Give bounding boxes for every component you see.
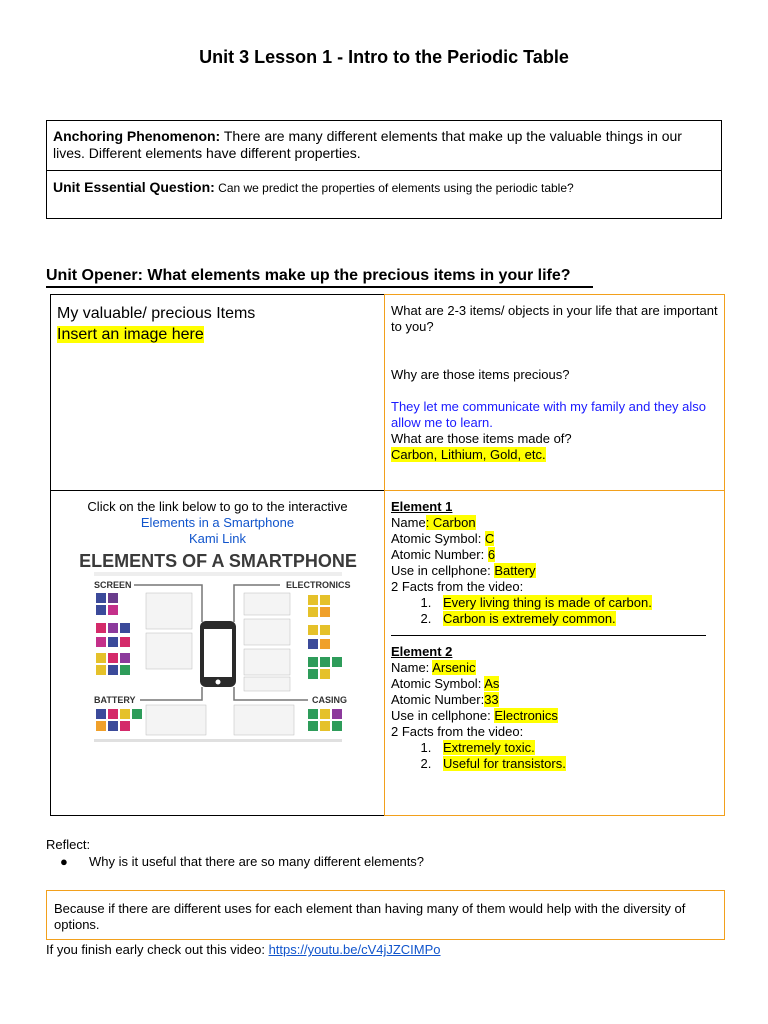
- infographic-electronics-label: ELECTRONICS: [286, 580, 351, 590]
- reflect-question: [60, 853, 424, 870]
- element2-use[interactable]: Electronics: [494, 708, 558, 723]
- element1-symbol-label: Atomic Symbol:: [391, 531, 485, 546]
- infographic-screen-label: SCREEN: [94, 580, 132, 590]
- questions-cell: [384, 294, 725, 491]
- element1-number-label: Atomic Number:: [391, 547, 488, 562]
- smartphone-infographic[interactable]: [79, 547, 357, 747]
- element2-number-label: Atomic Number:: [391, 692, 485, 707]
- valuable-items-cell[interactable]: [50, 294, 385, 491]
- reflect-label: Reflect:: [46, 837, 91, 852]
- element2-heading: Element 2: [391, 644, 453, 659]
- element-divider: [391, 627, 706, 636]
- element1-number[interactable]: 6: [487, 547, 496, 562]
- element1-facts-label: 2 Facts from the video:: [391, 579, 524, 594]
- element2-facts-list: [391, 740, 718, 772]
- element1-fact[interactable]: Carbon is extremely common.: [443, 611, 616, 626]
- question-precious: Why are those items precious?: [391, 367, 570, 382]
- element2-use-label: Use in cellphone:: [391, 708, 495, 723]
- infographic-title: ELEMENTS OF A SMARTPHONE: [79, 551, 357, 571]
- answer-precious[interactable]: They let me communicate with my family and they also allow me to learn.: [391, 399, 707, 430]
- element1-heading: Element 1: [391, 499, 453, 514]
- element2-fact[interactable]: Extremely toxic.: [443, 740, 535, 755]
- intro-table: [46, 120, 722, 219]
- element2-symbol[interactable]: As: [484, 676, 500, 691]
- question-row: [47, 171, 721, 205]
- element2-name[interactable]: Arsenic: [432, 660, 476, 675]
- element2-facts-label: 2 Facts from the video:: [391, 724, 524, 739]
- phenomenon-label: Anchoring Phenomenon:: [53, 128, 221, 144]
- element2-fact[interactable]: Useful for transistors.: [443, 756, 566, 771]
- question-label: Unit Essential Question:: [53, 179, 215, 195]
- phenomenon-row: [47, 121, 721, 171]
- element1-symbol[interactable]: C: [484, 531, 495, 546]
- interactive-intro: Click on the link below to go to the interactive: [87, 499, 348, 514]
- infographic-battery-label: BATTERY: [94, 695, 136, 705]
- phenomenon-text: There are many different elements that make up the valuable things in our lives. Different elements have different properties.: [53, 128, 682, 161]
- elements-smartphone-link[interactable]: Elements in a Smartphone: [140, 515, 295, 530]
- interactive-cell: [50, 490, 385, 816]
- question-made-of: What are those items made of?: [391, 431, 572, 446]
- reflect-answer-text[interactable]: Because if there are different uses for each element than having many of them would help with the diversity of options.: [54, 901, 686, 932]
- kami-link[interactable]: Kami Link: [188, 531, 247, 546]
- element2-symbol-label: Atomic Symbol:: [391, 676, 485, 691]
- element1-use-label: Use in cellphone:: [391, 563, 495, 578]
- reflect-question-text: Why is it useful that there are so many different elements?: [89, 854, 425, 869]
- reflect-answer-box[interactable]: [46, 890, 725, 940]
- element1-use[interactable]: Battery: [494, 563, 536, 578]
- valuable-heading: My valuable/ precious Items: [57, 305, 256, 322]
- unit-opener-heading: Unit Opener: What elements make up the precious items in your life?: [46, 266, 593, 288]
- infographic-casing-label: CASING: [312, 695, 348, 705]
- element1-facts-list: [391, 595, 718, 627]
- answer-made-of[interactable]: Carbon, Lithium, Gold, etc.: [391, 447, 546, 462]
- finish-early-text: If you finish early check out this video:: [46, 942, 269, 957]
- elements-cell: [384, 490, 725, 816]
- bullet-icon: ●: [60, 854, 68, 869]
- element1-fact[interactable]: Every living thing is made of carbon.: [443, 595, 652, 610]
- element2-name-label: Name:: [391, 660, 433, 675]
- insert-image-placeholder[interactable]: Insert an image here: [57, 326, 204, 343]
- infographic-graphic: [79, 547, 357, 747]
- question-text: Can we predict the properties of elements using the periodic table?: [214, 181, 574, 195]
- finish-early-line: [46, 941, 441, 958]
- page-title: Unit 3 Lesson 1 - Intro to the Periodic Table: [199, 47, 569, 67]
- element1-name-label: Name: [391, 515, 426, 530]
- element1-name[interactable]: : Carbon: [425, 515, 476, 530]
- video-link[interactable]: https://youtu.be/cV4jJZCIMPo: [268, 942, 441, 957]
- question-items: What are 2-3 items/ objects in your life that are important to you?: [391, 303, 718, 334]
- element2-number[interactable]: 33: [484, 692, 499, 707]
